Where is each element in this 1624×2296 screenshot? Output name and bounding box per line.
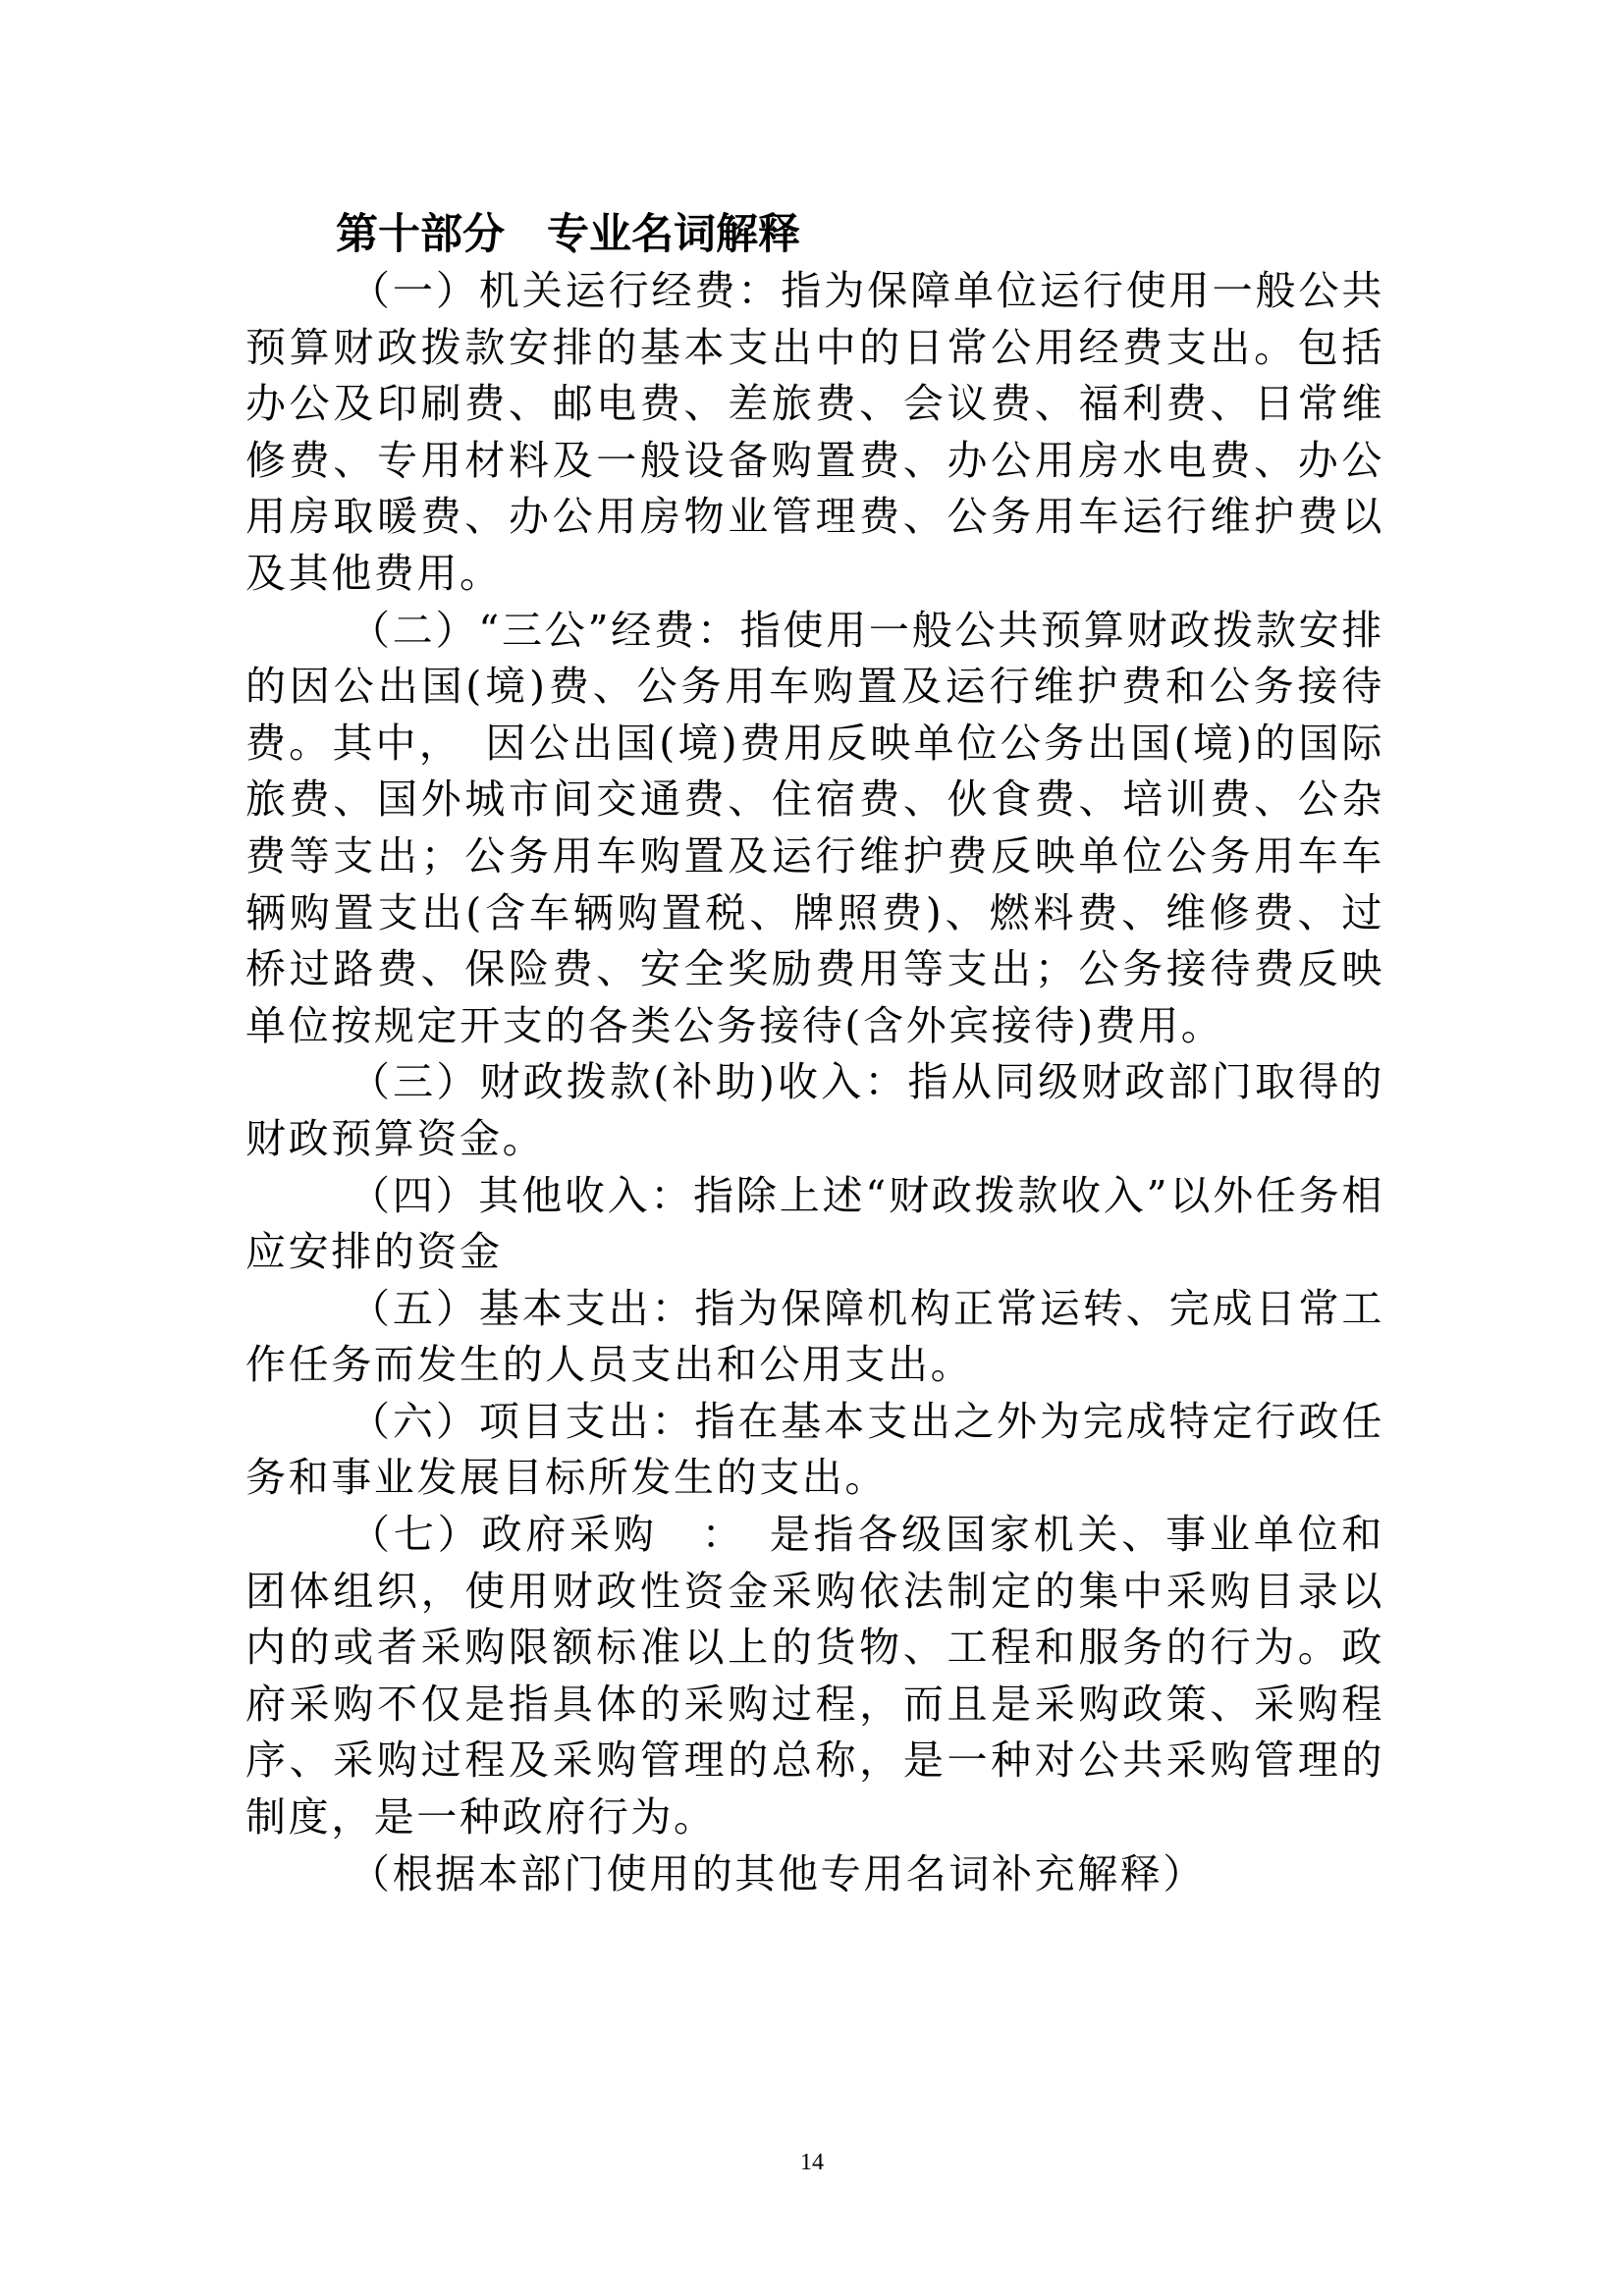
section-heading: 第十部分 专业名词解释 xyxy=(336,210,800,259)
term-definition-2: （二）“三公”经费：指使用一般公共预算财政拨款安排的因公出国(境)费、公务用车购置及运行维护费和公务接待费。其中， 因公出国(境)费用反映单位公务出国(境)的国际旅费、国外城市间交通费、住宿费、伙食费、培训费、公杂费等支出；公务用车购置及运行维护费反映单位公务用车车辆购置支出(含车辆购置税、牌照费)、燃料费、维修费、过桥过路费、保险费、安全奖励费用等支出；公务接待费反映单位按规定开支的各类公务接待(含外宾接待)费用。 xyxy=(245,606,1384,1049)
supplement-note: （根据本部门使用的其他专用名词补充解释） xyxy=(350,1849,1206,1897)
page-number: 14 xyxy=(800,2150,824,2175)
term-definition-6: （六）项目支出：指在基本支出之外为完成特定行政任务和事业发展目标所发生的支出。 xyxy=(245,1397,1384,1502)
term-definition-1: （一）机关运行经费：指为保障单位运行使用一般公共预算财政拨款安排的基本支出中的日常公用经费支出。包括办公及印刷费、邮电费、差旅费、会议费、福利费、日常维修费、专用材料及一般设备购置费、办公用房水电费、办公用房取暖费、办公用房物业管理费、公务用车运行维护费以及其他费用。 xyxy=(245,267,1384,597)
term-definition-3: （三）财政拨款(补助)收入：指从同级财政部门取得的财政预算资金。 xyxy=(245,1058,1384,1162)
term-definition-4: （四）其他收入：指除上述“财政拨款收入”以外任务相应安排的资金 xyxy=(245,1171,1384,1276)
term-definition-7: （七）政府采购 ： 是指各级国家机关、事业单位和团体组织，使用财政性资金采购依法制定的集中采购目录以内的或者采购限额标准以上的货物、工程和服务的行为。政府采购不仅是指具体的采购过程，而且是采购政策、采购程序、采购过程及采购管理的总称，是一种对公共采购管理的制度，是一种政府行为。 xyxy=(245,1511,1384,1842)
document-body xyxy=(245,206,1384,1902)
term-definition-5: （五）基本支出：指为保障机构正常运转、完成日常工作任务而发生的人员支出和公用支出。 xyxy=(245,1284,1384,1389)
